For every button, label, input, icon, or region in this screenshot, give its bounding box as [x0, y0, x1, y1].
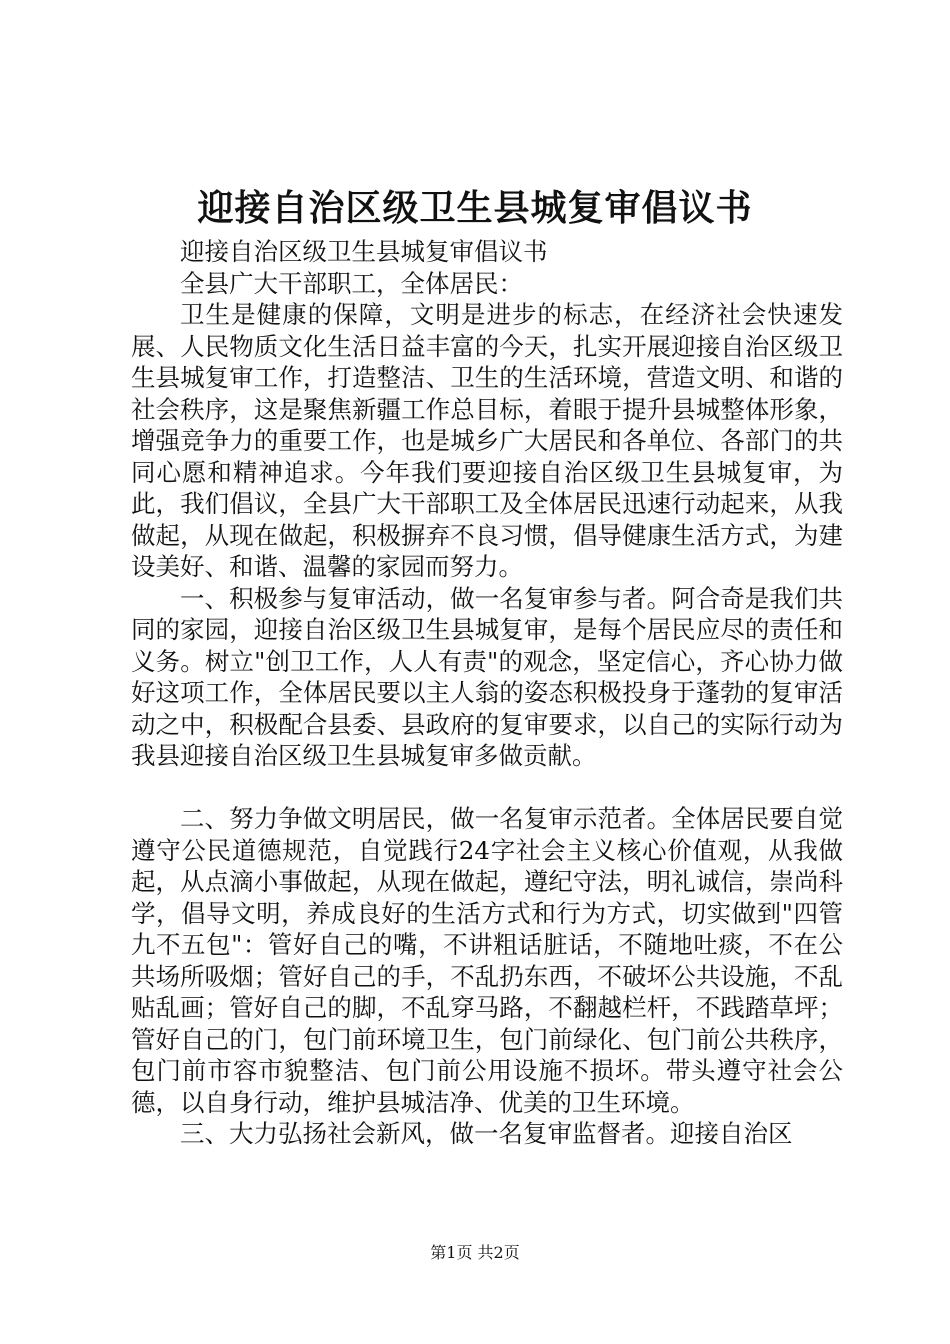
- intro-paragraph: 卫生是健康的保障，文明是进步的标志，在经济社会快速发展、人民物质文化生活日益丰富的今天，扎实开展迎接自治区级卫生县城复审工作，打造整洁、卫生的生活环境，营造文明、和谐的社会秩序，这是聚焦新疆工作总目标，着眼于提升县城整体形象，增强竞争力的重要工作，也是城乡广大居民和各单位、各部门的共同心愿和精神追求。今年我们要迎接自治区级卫生县城复审，为此，我们倡议，全县广大干部职工及全体居民迅速行动起来，从我做起，从现在做起，积极摒弃不良习惯，倡导健康生活方式，为建设美好、和谐、温馨的家园而努力。: [131, 300, 843, 581]
- point-two-paragraph: 二、努力争做文明居民，做一名复审示范者。全体居民要自觉遵守公民道德规范，自觉践行24字社会主义核心价值观，从我做起，从点滴小事做起，从现在做起，遵纪守法，明礼诚信，崇尚科学，倡导文明，养成良好的生活方式和行为方式，切实做到"四管九不五包"：管好自己的嘴，不讲粗话脏话，不随地吐痰，不在公共场所吸烟；管好自己的手，不乱扔东西，不破坏公共设施，不乱贴乱画；管好自己的脚，不乱穿马路，不翻越栏杆，不践踏草坪；管好自己的门，包门前环境卫生，包门前绿化、包门前公共秩序，包门前市容市貌整洁、包门前公用设施不损坏。带头遵守社会公德，以自身行动，维护县城洁净、优美的卫生环境。: [131, 804, 843, 1117]
- page-footer: 第1页 共2页: [430, 1243, 520, 1262]
- document-body: [131, 236, 843, 1150]
- subtitle-line: 迎接自治区级卫生县城复审倡议书: [180, 237, 548, 266]
- point-one-paragraph: 一、积极参与复审活动，做一名复审参与者。阿合奇是我们共同的家园，迎接自治区级卫生县城复审，是每个居民应尽的责任和义务。树立"创卫工作，人人有责"的观念，坚定信心，齐心协力做好这项工作，全体居民要以主人翁的姿态积极投身于蓬勃的复审活动之中，积极配合县委、县政府的复审要求，以自己的实际行动为我县迎接自治区级卫生县城复审多做贡献。: [131, 583, 843, 770]
- salutation-line: 全县广大干部职工，全体居民：: [180, 268, 523, 298]
- point-three-paragraph: 三、大力弘扬社会新风，做一名复审监督者。迎接自治区: [180, 1119, 793, 1148]
- document-title: 迎接自治区级卫生县城复审倡议书: [197, 187, 753, 229]
